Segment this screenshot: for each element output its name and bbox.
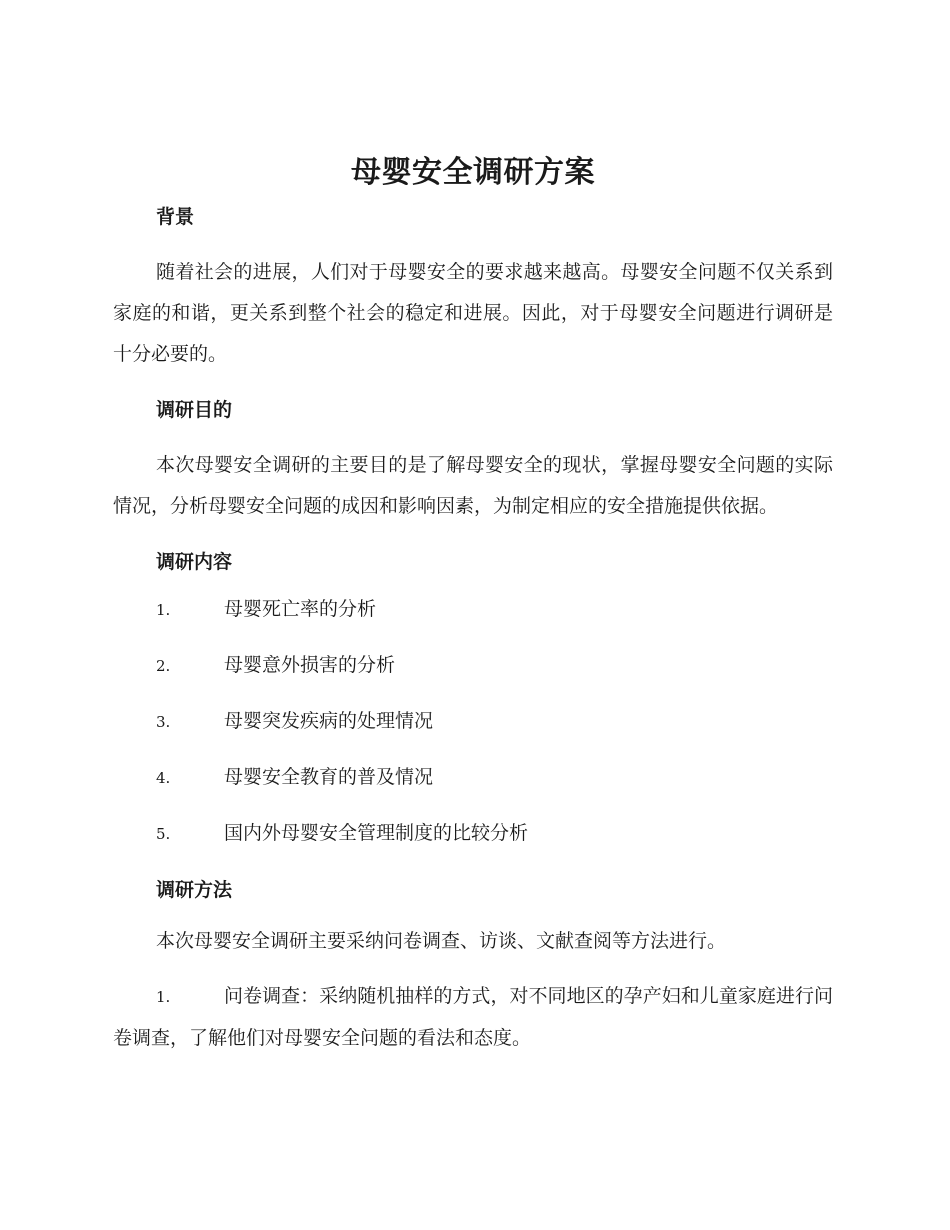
list-item-number: 5. bbox=[156, 825, 171, 843]
method-item-text: 问卷调查：采纳随机抽样的方式，对不同地区的孕产妇和儿童家庭进行问卷调查，了解他们对母婴安全问题的看法和态度。 bbox=[113, 985, 833, 1049]
section-heading-background: 背景 bbox=[156, 206, 195, 228]
list-item-number: 3. bbox=[156, 713, 171, 731]
list-item bbox=[113, 645, 833, 687]
paragraph-purpose: 本次母婴安全调研的主要目的是了解母婴安全的现状，掌握母婴安全问题的实际情况，分析母婴安全问题的成因和影响因素，为制定相应的安全措施提供依据。 bbox=[113, 454, 833, 517]
list-item-number: 1. bbox=[156, 601, 171, 619]
list-item-text: 母婴安全教育的普及情况 bbox=[224, 766, 434, 788]
list-item-text: 国内外母婴安全管理制度的比较分析 bbox=[224, 822, 529, 844]
list-item-number: 4. bbox=[156, 769, 171, 787]
list-item bbox=[113, 813, 833, 855]
content-list bbox=[113, 589, 833, 855]
section-heading-methods: 调研方法 bbox=[156, 879, 233, 901]
section-heading-purpose: 调研目的 bbox=[156, 399, 233, 421]
list-item bbox=[113, 589, 833, 631]
list-item-number: 2. bbox=[156, 657, 171, 675]
list-item bbox=[113, 701, 833, 743]
document-title: 母婴安全调研方案 bbox=[351, 155, 595, 190]
document-body bbox=[113, 150, 833, 1059]
method-item bbox=[113, 976, 833, 1059]
list-item-text: 母婴突发疾病的处理情况 bbox=[224, 710, 434, 732]
section-heading-content: 调研内容 bbox=[156, 551, 233, 573]
paragraph-background: 随着社会的进展，人们对于母婴安全的要求越来越高。母婴安全问题不仅关系到家庭的和谐，更关系到整个社会的稳定和进展。因此，对于母婴安全问题进行调研是十分必要的。 bbox=[113, 261, 833, 365]
list-item bbox=[113, 757, 833, 799]
list-item-text: 母婴死亡率的分析 bbox=[224, 598, 377, 620]
list-item-text: 母婴意外损害的分析 bbox=[224, 654, 396, 676]
paragraph-methods: 本次母婴安全调研主要采纳问卷调查、访谈、文献查阅等方法进行。 bbox=[156, 930, 727, 952]
method-item-number: 1. bbox=[156, 988, 171, 1006]
